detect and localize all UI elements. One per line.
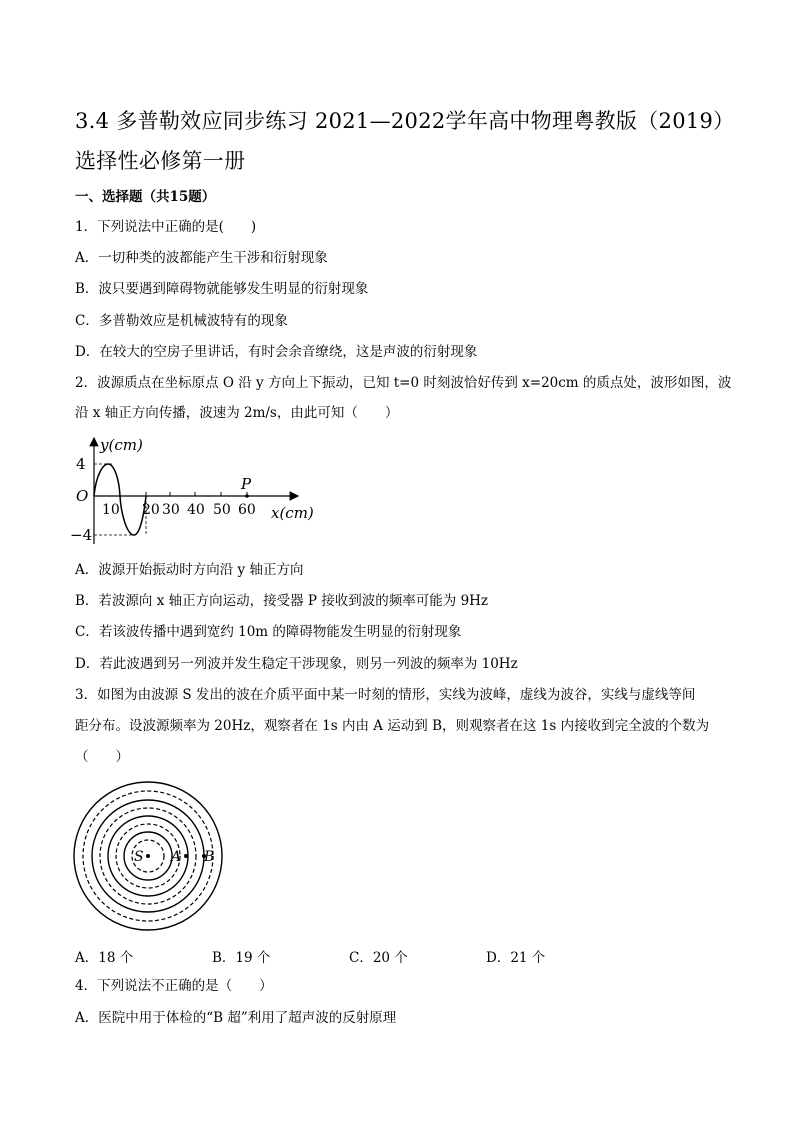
x-axis-label: x(cm)	[271, 504, 314, 522]
q4-option-a: A．医院中用于体检的“B 超”利用了超声波的反射原理	[75, 1010, 397, 1026]
concentric-waves-figure	[72, 781, 224, 933]
q3-option-c: C．20 个	[349, 950, 408, 966]
point-a-dot	[184, 854, 188, 858]
q2-option-a: A．波源开始振动时方向沿 y 轴正方向	[75, 562, 304, 578]
x-tick-10: 10	[102, 502, 120, 518]
page-title: 3.4 多普勒效应同步练习 2021—2022学年高中物理粤教版（2019）选择性必修第一册	[75, 109, 724, 173]
point-p-marker	[245, 494, 249, 498]
source-s-label: S	[134, 849, 144, 865]
q1-option-d: D．在较大的空房子里讲话，有时会余音缭绕，这是声波的衍射现象	[75, 344, 478, 360]
x-tick-40: 40	[187, 502, 205, 518]
point-a-label: A	[171, 849, 182, 865]
q2-option-b: B．若波源向 x 轴正方向运动，接受器 P 接收到波的频率可能为 9Hz	[75, 593, 489, 609]
q1-stem: 1．下列说法中正确的是( )	[75, 219, 257, 235]
x-tick-60: 60	[238, 502, 256, 518]
x-tick-50: 50	[213, 502, 231, 518]
source-s-dot	[146, 854, 150, 858]
q2-stem-line2: 沿 x 轴正方向传播，波速为 2m/s，由此可知（ ）	[75, 405, 399, 421]
q1-option-a: A．一切种类的波都能产生干涉和衍射现象	[75, 250, 328, 266]
q3-stem-line2: 距分布。设波源频率为 20Hz，观察者在 1s 内由 A 运动到 B，则观察者在这 1s 内接收到完全波的个数为	[75, 718, 710, 734]
y-axis-label: y(cm)	[100, 436, 143, 454]
wave-graph-figure	[70, 432, 330, 550]
q4-stem: 4．下列说法不正确的是（ ）	[75, 978, 273, 994]
q1-option-b: B．波只要遇到障碍物就能够发生明显的衍射现象	[75, 281, 369, 297]
q1-option-c: C．多普勒效应是机械波特有的现象	[75, 313, 288, 329]
y-tick-neg4: −4	[70, 526, 93, 544]
point-p-label: P	[241, 475, 252, 493]
q2-option-c: C．若该波传播中遇到宽约 10m 的障碍物能发生明显的衍射现象	[75, 624, 462, 640]
origin-label: O	[76, 487, 89, 505]
x-tick-20: 20	[142, 502, 160, 518]
waveform-curve	[94, 464, 146, 535]
q3-stem-line1: 3．如图为由波源 S 发出的波在介质平面中某一时刻的情形，实线为波峰，虚线为波谷，实线与虚线等间	[75, 687, 696, 703]
q3-option-a: A．18 个	[75, 950, 134, 966]
q2-option-d: D．若此波遇到另一列波并发生稳定干涉现象，则另一列波的频率为 10Hz	[75, 656, 518, 672]
y-tick-4: 4	[76, 455, 86, 473]
q2-stem-line1: 2．波源质点在坐标原点 O 沿 y 方向上下振动，已知 t=0 时刻波恰好传到 x=20cm 的质点处，波形如图，波	[75, 375, 732, 391]
x-tick-30: 30	[162, 502, 180, 518]
section-heading: 一、选择题（共15题）	[75, 189, 216, 205]
q3-stem-line3: （ ）	[75, 749, 129, 765]
q3-option-b: B．19 个	[212, 950, 271, 966]
point-b-label: B	[204, 849, 215, 865]
x-ticks	[120, 492, 247, 496]
q3-option-d: D．21 个	[486, 950, 546, 966]
